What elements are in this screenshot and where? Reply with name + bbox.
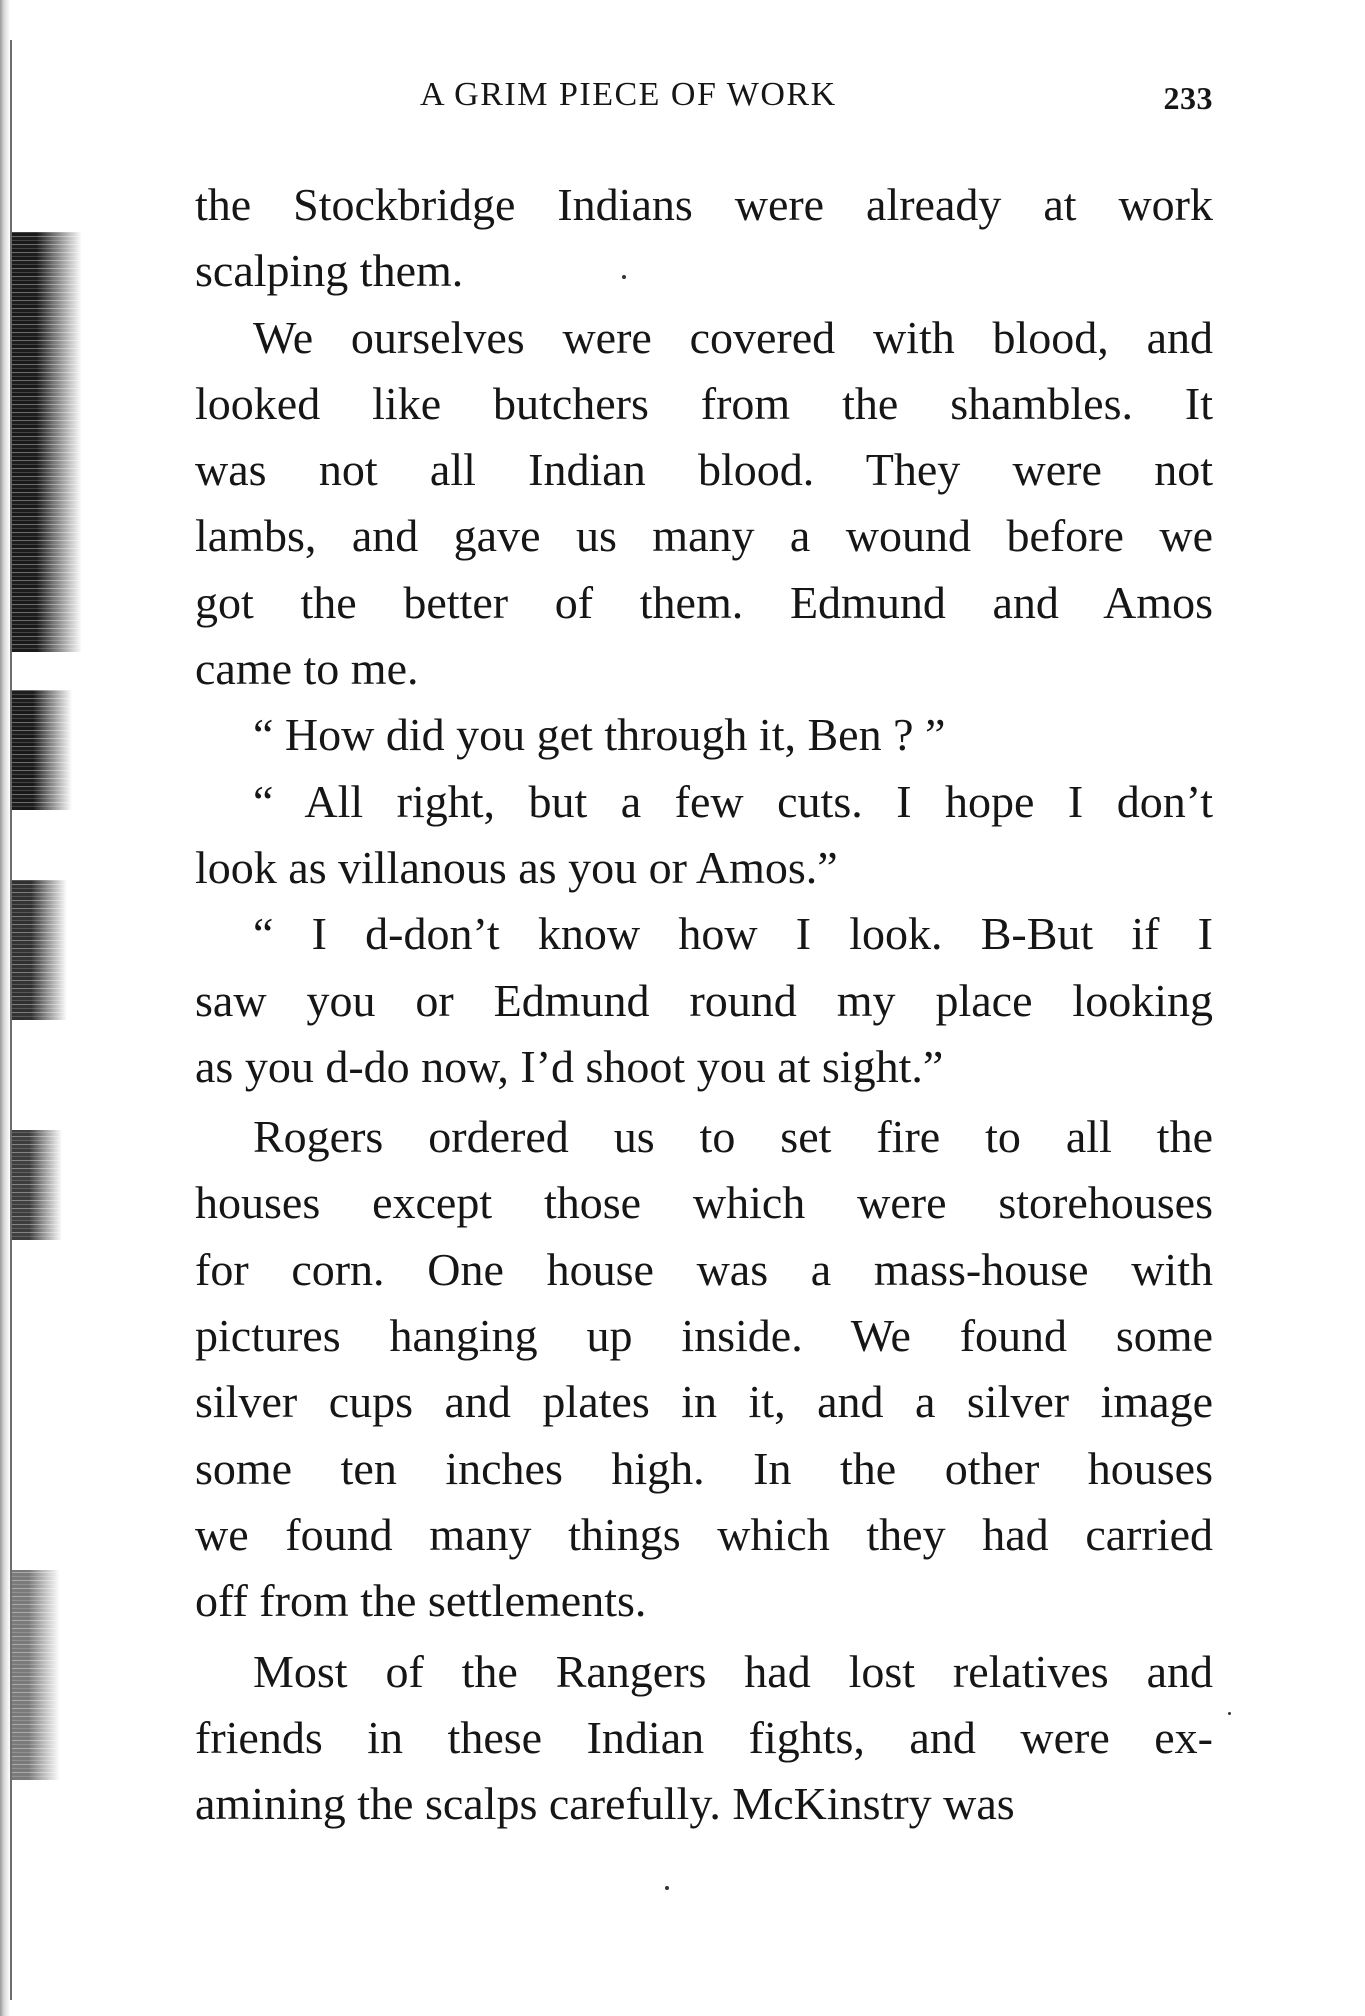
text-line: lambs, and gave us many a wound before we <box>195 510 1213 562</box>
ink-speck <box>665 1886 669 1890</box>
text-line: pictures hanging up inside. We found some <box>195 1310 1213 1362</box>
text-line: the Stockbridge Indians were already at work <box>195 179 1213 230</box>
scan-smudge <box>12 690 72 810</box>
binding-shadow <box>0 0 10 2016</box>
text-line: for corn. One house was a mass-house with <box>195 1243 1213 1295</box>
text-line: friends in these Indian fights, and were ex- <box>195 1711 1213 1763</box>
text-line: we found many things which they had carried <box>195 1508 1213 1560</box>
body-text <box>195 172 1213 1837</box>
text-line: We ourselves were covered with blood, and <box>253 311 1213 363</box>
text-line: came to me. <box>195 643 419 695</box>
text-line: saw you or Edmund round my place looking <box>195 974 1213 1026</box>
paragraph <box>195 1104 1213 1634</box>
paragraph <box>195 702 1213 768</box>
paragraph <box>195 901 1213 1100</box>
page-number: 233 <box>1163 80 1213 116</box>
ink-speck <box>1228 1712 1231 1715</box>
text-line: off from the settlements. <box>195 1575 647 1627</box>
text-line: amining the scalps carefully. McKinstry was <box>195 1778 1015 1830</box>
paragraph <box>195 172 1213 305</box>
text-line: some ten inches high. In the other houses <box>195 1442 1213 1494</box>
text-line: silver cups and plates in it, and a silver image <box>195 1376 1213 1428</box>
text-line: scalping them. <box>195 245 464 297</box>
text-line: as you d-do now, I’d shoot you at sight.” <box>195 1040 944 1092</box>
text-line: look as villanous as you or Amos.” <box>195 841 838 893</box>
scan-smudge <box>12 1570 60 1780</box>
paragraph <box>195 769 1213 902</box>
text-line: was not all Indian blood. They were not <box>195 444 1213 496</box>
text-line: houses except those which were storehouses <box>195 1177 1213 1229</box>
text-line: Rogers ordered us to set fire to all the <box>253 1111 1213 1163</box>
text-line: “ All right, but a few cuts. I hope I don’t <box>253 775 1213 827</box>
text-line: “ How did you get through it, Ben ? ” <box>253 709 946 761</box>
paragraph <box>195 305 1213 703</box>
running-head <box>195 76 1213 136</box>
text-line: Most of the Rangers had lost relatives and <box>253 1645 1213 1697</box>
scan-smudge <box>12 232 82 652</box>
text-line: “ I d-don’t know how I look. B-But if I <box>253 908 1213 960</box>
running-title: A GRIM PIECE OF WORK <box>420 76 837 113</box>
scan-smudge <box>12 880 67 1020</box>
text-line: got the better of them. Edmund and Amos <box>195 576 1213 628</box>
paragraph <box>195 1639 1213 1838</box>
text-line: looked like butchers from the shambles. It <box>195 377 1213 429</box>
scan-smudge <box>12 1130 62 1240</box>
